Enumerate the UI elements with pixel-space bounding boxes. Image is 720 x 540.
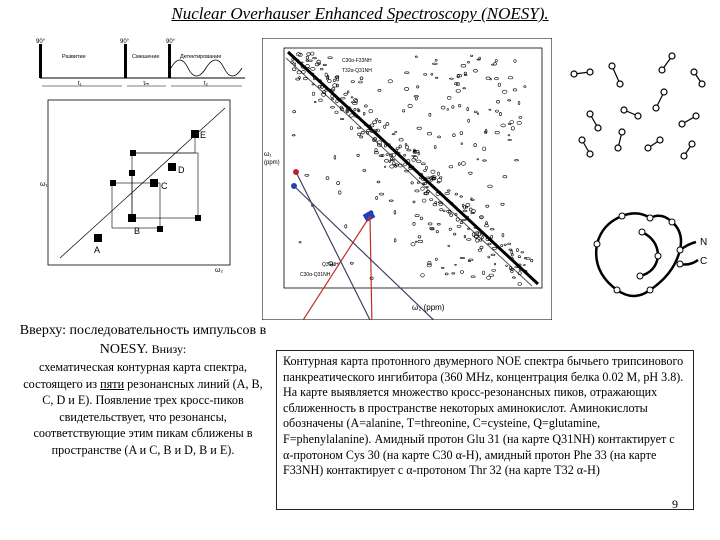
terminus-label: C — [700, 256, 708, 267]
axis-label: ω₂ — [215, 267, 224, 273]
axis-label: ω₁ — [40, 181, 48, 188]
cross-peak — [195, 215, 201, 221]
peak-D — [168, 163, 176, 171]
caption-lead: Вверху: последовательность импульсов в NOESY. — [19, 323, 267, 357]
angle-label: 90° — [36, 39, 46, 45]
peak-A — [94, 234, 102, 242]
angle-label: 90° — [120, 39, 130, 45]
peak-tag: C30α-Q31NH — [300, 272, 331, 278]
cross-peak — [129, 170, 135, 176]
caption-body: резонансных линий (A, B, C, D и E). Появление трех кросс-пиков свидетельствует, что резонансы, соответствующие этим пикам сближены в пространстве (A и C, B и D, B и E). — [33, 376, 263, 457]
angle-label: 90° — [166, 39, 176, 45]
peak-label: D — [178, 165, 185, 175]
spectrum-caption-text: Контурная карта протонного двумерного NOE спектра бычьего трипсинового панкреатического ингибитора (360 MHz, концентрация белка 0.02 M, pH 3.8). На карте выявляется множество кросс-резонансных пиков, отражающих сближенность в пространстве некоторых аминокислот. Аминокислоты обозначены (A=alanine, T=threonine, C=cysteine, Q=glutamine, F=phenylalanine). Амидный протон Glu 31 (на карте Q31NH) контактирует с α-протоном Cys 30 (на карте C30 α-H), амидный протон Phe 33 (на карте F33NH) контактирует с α-протоном Thr 32 (на карте T32 α-H) — [283, 354, 684, 478]
pulse-bar-1 — [39, 44, 42, 78]
pulse-sequence-figure — [30, 38, 252, 90]
time-label: t₁ — [78, 81, 82, 87]
spectrum-caption-box — [276, 350, 694, 510]
cross-peak — [157, 226, 163, 232]
page-number: 9 — [672, 497, 678, 511]
axis-label: ω₁ — [264, 151, 272, 158]
left-caption — [18, 322, 268, 459]
schematic-contour-map — [30, 98, 252, 273]
peak-tag: T32α-Q31NH — [342, 68, 372, 74]
caption-body: схематическая контурная карта спектра, состоящего из — [23, 360, 248, 391]
protein-backbone-figure — [562, 44, 712, 314]
peak-tag: Q31NH — [322, 262, 339, 268]
period-label: Детектирование — [180, 54, 222, 60]
axis-unit: (ppm) — [264, 160, 280, 166]
peak-tag: C30α-F33NH — [342, 58, 372, 64]
cross-peak — [110, 180, 116, 186]
hydrogen-pair-sketches — [571, 53, 705, 159]
period-label: Смешение — [132, 54, 160, 60]
peak-C — [150, 179, 158, 187]
peak-E — [191, 130, 199, 138]
time-label: τₘ — [143, 81, 150, 87]
page-title: Nuclear Overhauser Enhanced Spectroscopy (NOESY). — [171, 4, 549, 23]
backbone-loop — [596, 213, 698, 296]
peak-label: B — [134, 226, 141, 236]
pulse-bar-3 — [168, 44, 171, 78]
fid-trace — [171, 60, 242, 76]
caption-lead-sub: Внизу: — [151, 342, 187, 356]
terminus-label: N — [700, 237, 708, 248]
time-label: t₂ — [204, 81, 208, 87]
axis-label: ω₂ (ppm) — [412, 303, 445, 312]
period-label: Развитие — [62, 54, 86, 60]
pulse-bar-2 — [124, 44, 127, 78]
caption-underlined-word: пяти — [100, 376, 125, 391]
cross-peak — [130, 150, 136, 156]
peak-label: A — [94, 245, 101, 255]
peak-B — [128, 214, 136, 222]
peak-label: C — [161, 181, 168, 191]
peak-label: E — [200, 130, 207, 140]
noesy-spectrum-map — [262, 38, 552, 320]
